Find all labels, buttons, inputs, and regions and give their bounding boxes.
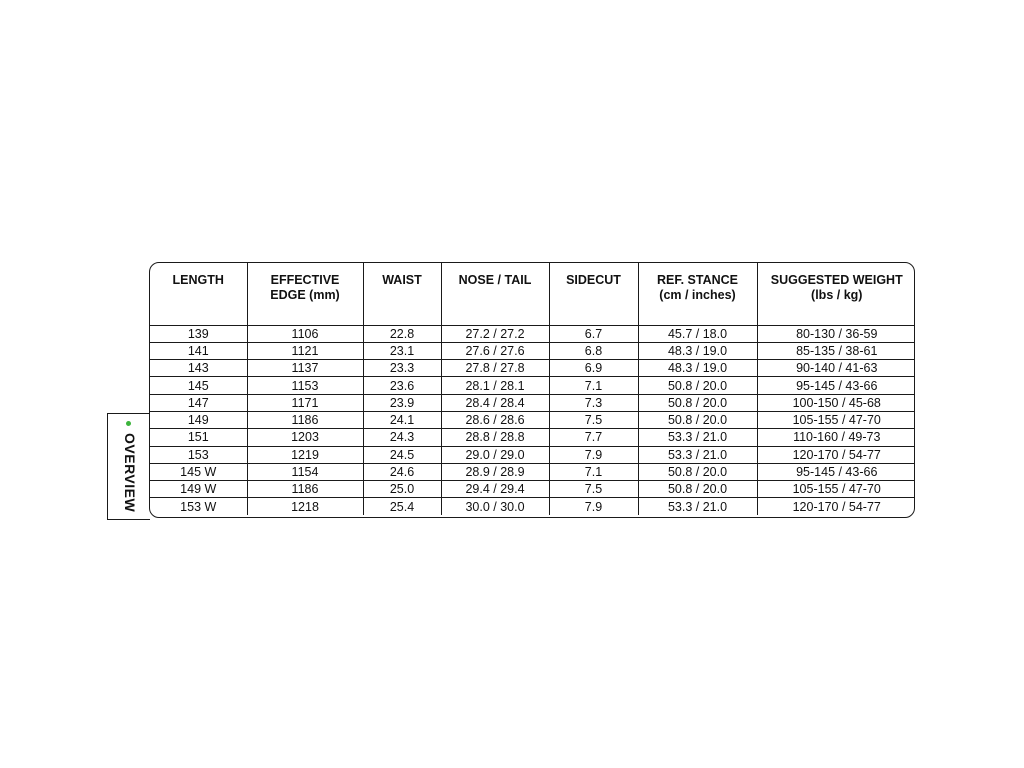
table-cell: 149 <box>150 411 247 428</box>
table-cell: 7.5 <box>549 481 638 498</box>
column-header-line1: NOSE / TAIL <box>458 273 532 287</box>
spec-table-container <box>149 262 915 518</box>
table-cell: 23.9 <box>363 394 441 411</box>
table-cell: 95-145 / 43-66 <box>757 377 915 394</box>
table-row <box>150 360 915 377</box>
table-cell: 24.3 <box>363 429 441 446</box>
table-row <box>150 463 915 480</box>
table-cell: 7.1 <box>549 463 638 480</box>
table-cell: 6.8 <box>549 342 638 359</box>
table-cell: 147 <box>150 394 247 411</box>
overview-side-tab[interactable] <box>107 413 150 520</box>
table-cell: 7.7 <box>549 429 638 446</box>
column-header-line1: LENGTH <box>172 273 224 287</box>
table-cell: 6.7 <box>549 325 638 342</box>
table-cell: 28.1 / 28.1 <box>441 377 549 394</box>
table-cell: 53.3 / 21.0 <box>638 498 757 515</box>
table-cell: 1153 <box>247 377 363 394</box>
table-cell: 24.6 <box>363 463 441 480</box>
table-cell: 28.4 / 28.4 <box>441 394 549 411</box>
column-header-line2: (lbs / kg) <box>811 288 863 302</box>
table-cell: 141 <box>150 342 247 359</box>
spec-table <box>150 263 915 515</box>
table-row <box>150 411 915 428</box>
header-row <box>150 263 915 325</box>
table-cell: 100-150 / 45-68 <box>757 394 915 411</box>
table-cell: 1137 <box>247 360 363 377</box>
table-cell: 151 <box>150 429 247 446</box>
table-cell: 120-170 / 54-77 <box>757 446 915 463</box>
table-cell: 29.0 / 29.0 <box>441 446 549 463</box>
column-header <box>363 263 441 325</box>
table-cell: 145 <box>150 377 247 394</box>
table-cell: 1218 <box>247 498 363 515</box>
column-header-line1: SIDECUT <box>566 273 621 287</box>
table-cell: 6.9 <box>549 360 638 377</box>
table-row <box>150 446 915 463</box>
table-cell: 24.1 <box>363 411 441 428</box>
table-cell: 1186 <box>247 481 363 498</box>
column-header-line2: (cm / inches) <box>659 288 736 302</box>
column-header <box>247 263 363 325</box>
green-dot-icon <box>126 421 131 426</box>
column-header-line1: EFFECTIVE <box>270 273 340 287</box>
table-cell: 139 <box>150 325 247 342</box>
table-cell: 53.3 / 21.0 <box>638 446 757 463</box>
table-cell: 153 <box>150 446 247 463</box>
table-cell: 28.8 / 28.8 <box>441 429 549 446</box>
table-cell: 7.9 <box>549 498 638 515</box>
column-header <box>441 263 549 325</box>
table-cell: 90-140 / 41-63 <box>757 360 915 377</box>
table-cell: 95-145 / 43-66 <box>757 463 915 480</box>
column-header-line1: WAIST <box>382 273 422 287</box>
table-cell: 1203 <box>247 429 363 446</box>
column-header <box>638 263 757 325</box>
table-cell: 7.5 <box>549 411 638 428</box>
table-row <box>150 394 915 411</box>
table-cell: 145 W <box>150 463 247 480</box>
overview-label: OVERVIEW <box>122 433 138 513</box>
table-cell: 25.4 <box>363 498 441 515</box>
table-cell: 23.6 <box>363 377 441 394</box>
table-cell: 120-170 / 54-77 <box>792 499 881 514</box>
table-row <box>150 377 915 394</box>
table-cell: 28.6 / 28.6 <box>441 411 549 428</box>
table-cell: 153 W <box>150 498 247 515</box>
column-header <box>757 263 915 325</box>
table-cell: 105-155 / 47-70 <box>757 411 915 428</box>
table-cell: 50.8 / 20.0 <box>638 463 757 480</box>
table-cell: 110-160 / 49-73 <box>757 429 915 446</box>
table-cell: 1171 <box>247 394 363 411</box>
table-cell: 7.1 <box>549 377 638 394</box>
table-row <box>150 429 915 446</box>
table-row <box>150 325 915 342</box>
table-cell: 53.3 / 21.0 <box>638 429 757 446</box>
spec-table-body <box>150 325 915 515</box>
table-cell: 85-135 / 38-61 <box>757 342 915 359</box>
table-cell: 25.0 <box>363 481 441 498</box>
table-cell: 45.7 / 18.0 <box>638 325 757 342</box>
table-cell: 50.8 / 20.0 <box>638 377 757 394</box>
column-header <box>150 263 247 325</box>
table-cell: 27.2 / 27.2 <box>441 325 549 342</box>
table-cell: 23.3 <box>363 360 441 377</box>
column-header <box>549 263 638 325</box>
table-cell: 105-155 / 47-70 <box>757 481 915 498</box>
table-cell: 24.5 <box>363 446 441 463</box>
table-row <box>150 342 915 359</box>
table-cell: 149 W <box>150 481 247 498</box>
table-row <box>150 498 915 515</box>
column-header-line1: REF. STANCE <box>656 273 739 287</box>
overview-tab-inner <box>122 421 138 517</box>
table-cell: 48.3 / 19.0 <box>638 342 757 359</box>
column-header-line1: SUGGESTED WEIGHT <box>770 273 903 287</box>
table-cell: 23.1 <box>363 342 441 359</box>
table-cell: 50.8 / 20.0 <box>638 411 757 428</box>
table-cell: 80-130 / 36-59 <box>757 325 915 342</box>
table-cell: 1121 <box>247 342 363 359</box>
table-cell: 27.6 / 27.6 <box>441 342 549 359</box>
table-cell: 7.9 <box>549 446 638 463</box>
table-cell: 50.8 / 20.0 <box>638 394 757 411</box>
table-cell: 143 <box>150 360 247 377</box>
table-cell: 1154 <box>247 463 363 480</box>
table-cell: 1219 <box>247 446 363 463</box>
table-cell: 1106 <box>247 325 363 342</box>
table-cell: 29.4 / 29.4 <box>441 481 549 498</box>
table-cell: 7.3 <box>549 394 638 411</box>
table-cell: 48.3 / 19.0 <box>638 360 757 377</box>
table-cell: 50.8 / 20.0 <box>638 481 757 498</box>
column-header-line2: EDGE (mm) <box>270 288 340 302</box>
table-cell: 27.8 / 27.8 <box>441 360 549 377</box>
table-cell: 30.0 / 30.0 <box>441 498 549 515</box>
table-cell: 1186 <box>247 411 363 428</box>
table-cell: 22.8 <box>363 325 441 342</box>
table-cell: 28.9 / 28.9 <box>441 463 549 480</box>
table-row <box>150 481 915 498</box>
